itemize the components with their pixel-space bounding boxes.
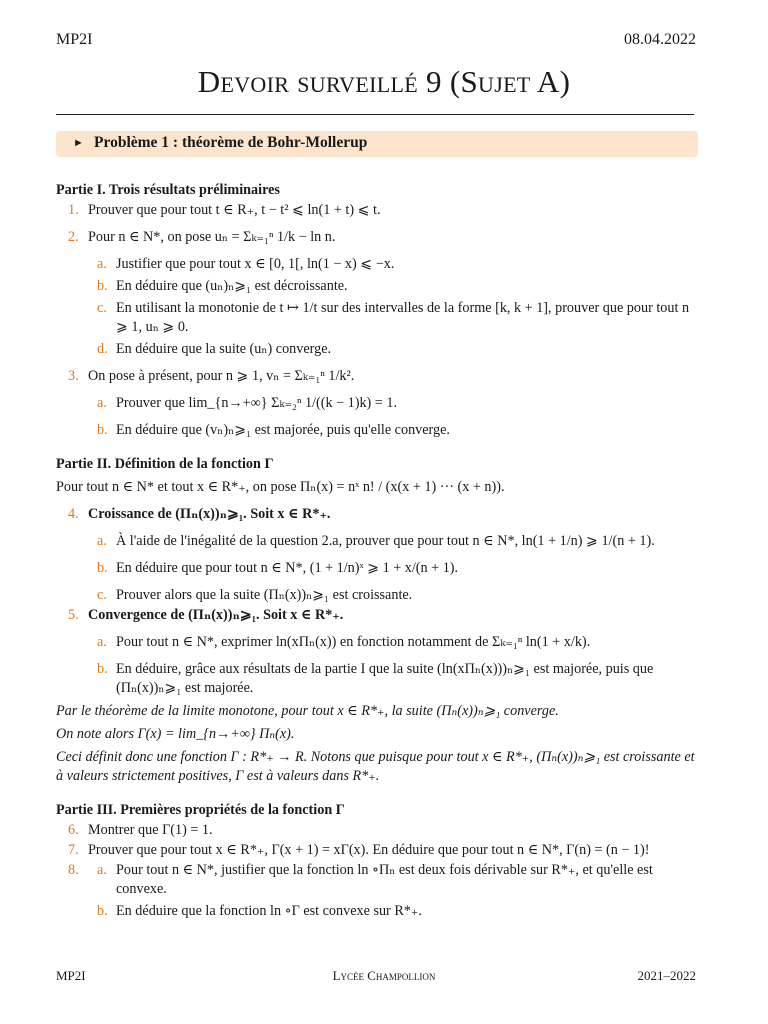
question-5a xyxy=(56,633,698,652)
question-text: Prouver que pour tout t ∈ R₊, t − t² ⩽ ln(1 + t) ⩽ t. xyxy=(88,202,381,218)
question-1 xyxy=(56,201,698,220)
title-divider xyxy=(56,114,694,115)
problem-banner-label: Problème 1 : théorème de Bohr-Mollerup xyxy=(94,134,368,151)
subquestion-text: Justifier que pour tout x ∈ [0, 1[, ln(1 − x) ⩽ −x. xyxy=(116,256,395,272)
question-number: 1. xyxy=(68,202,79,218)
page-title: Devoir surveillé 9 (Sujet A) xyxy=(197,64,571,99)
question-text: Convergence de (Πₙ(x))ₙ⩾₁. Soit x ∈ R*₊. xyxy=(88,607,344,623)
question-2c xyxy=(56,299,698,337)
subquestion-text: Prouver que lim_{n→+∞} Σₖ₌₂ⁿ 1/((k − 1)k) = 1. xyxy=(116,395,397,411)
subquestion-text: En déduire que pour tout n ∈ N*, (1 + 1/n)ˣ ⩾ 1 + x/(n + 1). xyxy=(116,560,459,576)
part-2-heading: Partie II. Définition de la fonction Γ xyxy=(56,456,274,472)
question-4 xyxy=(56,505,698,524)
question-text: Pour n ∈ N*, on pose uₙ = Σₖ₌₁ⁿ 1/k − ln n. xyxy=(88,229,336,245)
question-3b xyxy=(56,421,698,440)
question-text: Prouver que pour tout x ∈ R*₊, Γ(x + 1) = xΓ(x). En déduire que pour tout n ∈ N*, Γ(n) = (n − 1)! xyxy=(88,842,650,858)
note-gamma-definition: On note alors Γ(x) = lim_{n→+∞} Πₙ(x). xyxy=(56,726,295,742)
subquestion-letter: b. xyxy=(97,560,108,576)
question-8a xyxy=(56,861,698,899)
subquestion-letter: c. xyxy=(97,300,107,316)
subquestion-text: Pour tout n ∈ N*, exprimer ln(xΠₙ(x)) en fonction notamment de Σₖ₌₁ⁿ ln(1 + x/k). xyxy=(116,634,591,650)
subquestion-text: En déduire, grâce aux résultats de la partie I que la suite (ln(xΠₙ(x)))ₙ⩾₁ est majorée, puis que (Πₙ(x))ₙ⩾₁ est majorée. xyxy=(116,661,654,696)
question-3 xyxy=(56,367,698,386)
question-2 xyxy=(56,228,698,247)
part-2-intro: Pour tout n ∈ N* et tout x ∈ R*₊, on pose Πₙ(x) = nˣ n! / (x(x + 1) ··· (x + n)). xyxy=(56,479,505,495)
question-2d xyxy=(56,340,698,359)
note-gamma-positive: Ceci définit donc une fonction Γ : R*₊ → R. Notons que puisque pour tout x ∈ R*₊, (Πₙ(x))ₙ⩾₁ est croissante et à valeurs strictement positives, Γ est à valeurs dans R*₊. xyxy=(56,749,695,784)
question-2a xyxy=(56,255,698,274)
subquestion-text: Pour tout n ∈ N*, justifier que la fonction ln ∘Πₙ est deux fois dérivable sur R*₊, et qu'elle est convexe. xyxy=(116,862,653,897)
question-text: Croissance de (Πₙ(x))ₙ⩾₁. Soit x ∈ R*₊. xyxy=(88,506,331,522)
subquestion-letter: a. xyxy=(97,256,107,272)
question-7 xyxy=(56,841,698,860)
part-1-heading: Partie I. Trois résultats préliminaires xyxy=(56,182,280,198)
subquestion-letter: c. xyxy=(97,587,107,603)
subquestion-letter: a. xyxy=(97,862,107,878)
footer-year: 2021–2022 xyxy=(637,968,696,983)
question-number: 2. xyxy=(68,229,79,245)
subquestion-text: En déduire que (vₙ)ₙ⩾₁ est majorée, puis qu'elle converge. xyxy=(116,422,450,438)
subquestion-text: En déduire que (uₙ)ₙ⩾₁ est décroissante. xyxy=(116,278,348,294)
question-3a xyxy=(56,394,698,413)
note-limit-monotone: Par le théorème de la limite monotone, pour tout x ∈ R*₊, la suite (Πₙ(x))ₙ⩾₁ converge. xyxy=(56,703,559,719)
header-class: MP2I xyxy=(56,31,93,48)
part-3-heading: Partie III. Premières propriétés de la fonction Γ xyxy=(56,802,345,818)
question-number: 5. xyxy=(68,607,79,623)
question-text: Montrer que Γ(1) = 1. xyxy=(88,822,213,838)
question-8b xyxy=(56,902,698,921)
problem-banner xyxy=(56,131,698,157)
question-2b xyxy=(56,277,698,296)
footer-class: MP2I xyxy=(56,968,86,983)
subquestion-letter: b. xyxy=(97,278,108,294)
question-4b xyxy=(56,559,698,578)
header-date: 08.04.2022 xyxy=(624,31,696,48)
question-6 xyxy=(56,821,698,840)
triangle-bullet-icon: ► xyxy=(73,137,84,149)
subquestion-letter: b. xyxy=(97,903,108,919)
subquestion-letter: d. xyxy=(97,341,108,357)
subquestion-letter: a. xyxy=(97,395,107,411)
subquestion-letter: b. xyxy=(97,661,108,677)
subquestion-letter: a. xyxy=(97,634,107,650)
question-4a xyxy=(56,532,698,551)
question-5 xyxy=(56,606,698,625)
subquestion-letter: b. xyxy=(97,422,108,438)
question-number: 4. xyxy=(68,506,79,522)
subquestion-letter: a. xyxy=(97,533,107,549)
question-number: 3. xyxy=(68,368,79,384)
question-number: 7. xyxy=(68,842,79,858)
subquestion-text: En déduire que la fonction ln ∘Γ est convexe sur R*₊. xyxy=(116,903,422,919)
question-4c xyxy=(56,586,698,605)
question-number: 8. xyxy=(68,862,79,878)
subquestion-text: À l'aide de l'inégalité de la question 2.a, prouver que pour tout n ∈ N*, ln(1 + 1/n) ⩾ 1/(n + 1). xyxy=(116,533,655,549)
question-number: 6. xyxy=(68,822,79,838)
subquestion-text: En utilisant la monotonie de t ↦ 1/t sur des intervalles de la forme [k, k + 1], prouver que pour tout n ⩾ 1, uₙ ⩾ 0. xyxy=(116,300,690,335)
subquestion-text: En déduire que la suite (uₙ) converge. xyxy=(116,341,332,357)
footer-school: Lycée Champollion xyxy=(332,968,436,983)
subquestion-text: Prouver alors que la suite (Πₙ(x))ₙ⩾₁ est croissante. xyxy=(116,587,413,603)
exam-content xyxy=(56,181,698,921)
question-text: On pose à présent, pour n ⩾ 1, vₙ = Σₖ₌₁ⁿ 1/k². xyxy=(88,368,355,384)
question-5b xyxy=(56,660,698,698)
